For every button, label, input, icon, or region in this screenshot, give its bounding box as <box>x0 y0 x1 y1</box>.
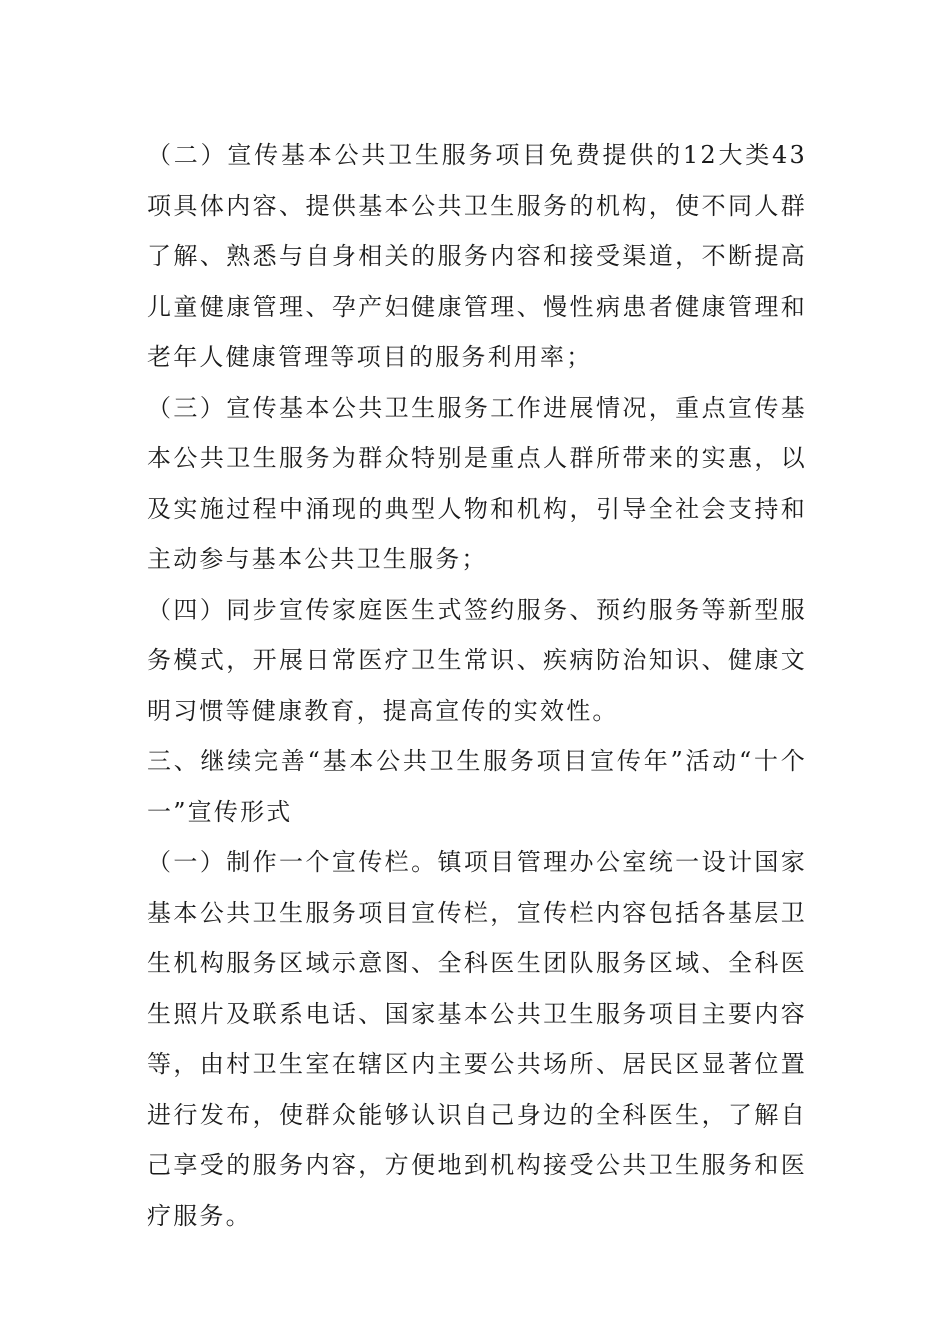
section-heading-ten-ones: 三、继续完善“基本公共卫生服务项目宣传年”活动“十个一”宣传形式 <box>147 747 807 826</box>
document-body <box>147 130 807 1241</box>
paragraph-bulletin-board: （一）制作一个宣传栏。镇项目管理办公室统一设计国家基本公共卫生服务项目宣传栏，宣传栏内容包括各基层卫生机构服务区域示意图、全科医生团队服务区域、全科医生照片及联系电话、国家基本公共卫生服务项目主要内容等，由村卫生室在辖区内主要公共场所、居民区显著位置进行发布，使群众能够认识自己身边的全科医生，了解自己享受的服务内容，方便地到机构接受公共卫生服务和医疗服务。 <box>147 848 807 1230</box>
paragraph-publicize-progress: （三）宣传基本公共卫生服务工作进展情况，重点宣传基本公共卫生服务为群众特别是重点人群所带来的实惠，以及实施过程中涌现的典型人物和机构，引导全社会支持和主动参与基本公共卫生服务； <box>147 393 807 573</box>
paragraph-publicize-service-items: （二）宣传基本公共卫生服务项目免费提供的12大类43项具体内容、提供基本公共卫生服务的机构，使不同人群了解、熟悉与自身相关的服务内容和接受渠道，不断提高儿童健康管理、孕产妇健康管理、慢性病患者健康管理和老年人健康管理等项目的服务利用率； <box>147 141 807 371</box>
paragraph-publicize-family-doctor: （四）同步宣传家庭医生式签约服务、预约服务等新型服务模式，开展日常医疗卫生常识、疾病防治知识、健康文明习惯等健康教育，提高宣传的实效性。 <box>147 595 807 725</box>
